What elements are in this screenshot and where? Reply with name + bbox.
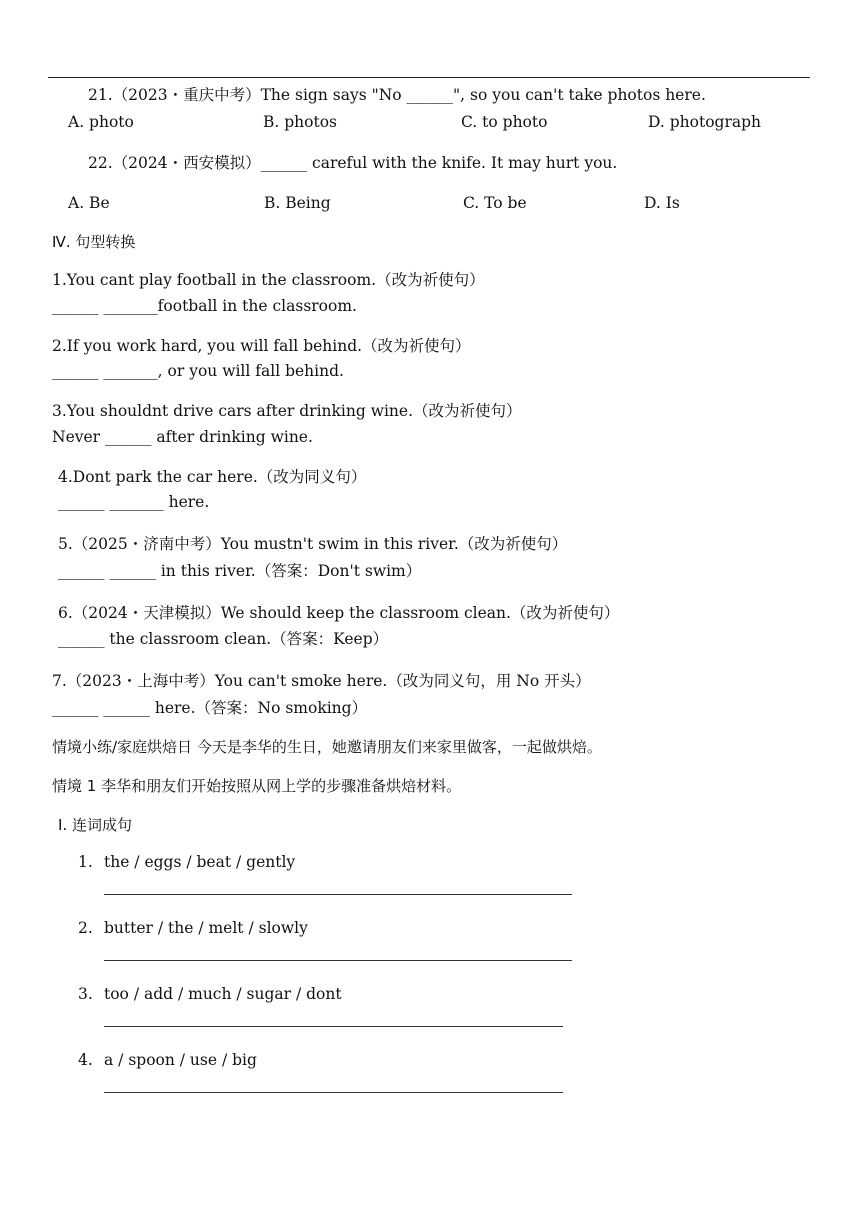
question-22-option-b: B. Being: [264, 194, 331, 212]
transform-7-question: 7.（2023・上海中考）You can't smoke here.（改为同义句，用 No 开头）: [52, 672, 591, 690]
question-22-stem: 22.（2024・西安模拟）______ careful with the knife. It may hurt you.: [88, 154, 618, 172]
transform-5-question: 5.（2025・济南中考）You mustn't swim in this river.（改为祈使句）: [58, 535, 568, 553]
question-22-option-a: A. Be: [68, 194, 110, 212]
word-order-4-number: 4.: [78, 1051, 93, 1069]
transform-4-question: 4.Dont park the car here.（改为同义句）: [58, 468, 367, 486]
transform-6-question: 6.（2024・天津模拟）We should keep the classroom clean.（改为祈使句）: [58, 604, 620, 622]
transform-2-question: 2.If you work hard, you will fall behind.（改为祈使句）: [52, 337, 471, 355]
scenario-context-1: 情境 1 李华和朋友们开始按照从网上学的步骤准备烘焙材料。: [52, 777, 462, 795]
transform-7-answer: ______ ______ here.（答案：No smoking）: [52, 699, 368, 717]
transform-3-question: 3.You shouldnt drive cars after drinking wine.（改为祈使句）: [52, 402, 522, 420]
word-order-4-answer-line[interactable]: [104, 1092, 563, 1093]
word-order-1-words: the / eggs / beat / gently: [104, 853, 296, 871]
transform-2-answer: ______ _______, or you will fall behind.: [52, 362, 344, 380]
transform-6-answer: ______ the classroom clean.（答案：Keep）: [58, 630, 389, 648]
transform-4-answer: ______ _______ here.: [58, 493, 210, 511]
word-order-3-words: too / add / much / sugar / dont: [104, 985, 342, 1003]
question-21-option-b: B. photos: [263, 113, 337, 131]
question-21-option-d: D. photograph: [648, 113, 762, 131]
word-order-4-words: a / spoon / use / big: [104, 1051, 257, 1069]
word-order-3-answer-line[interactable]: [104, 1026, 563, 1027]
question-21-option-c: C. to photo: [461, 113, 548, 131]
word-order-1-number: 1.: [78, 853, 93, 871]
question-21-option-a: A. photo: [68, 113, 134, 131]
transform-1-question: 1.You cant play football in the classroom.（改为祈使句）: [52, 271, 485, 289]
transform-1-answer: ______ _______football in the classroom.: [52, 297, 357, 315]
transform-5-answer: ______ ______ in this river.（答案：Don't swim）: [58, 562, 422, 580]
question-21-stem: 21.（2023・重庆中考）The sign says "No ______", so you can't take photos here.: [88, 86, 706, 104]
word-order-2-answer-line[interactable]: [104, 960, 572, 961]
word-order-3-number: 3.: [78, 985, 93, 1003]
word-order-2-number: 2.: [78, 919, 93, 937]
transform-3-answer: Never ______ after drinking wine.: [52, 428, 313, 446]
part-1-title: Ⅰ. 连词成句: [58, 816, 132, 834]
question-22-option-c: C. To be: [463, 194, 527, 212]
word-order-2-words: butter / the / melt / slowly: [104, 919, 308, 937]
header-rule: [48, 77, 810, 78]
question-22-option-d: D. Is: [644, 194, 680, 212]
section-4-title: Ⅳ. 句型转换: [52, 233, 136, 251]
scenario-intro: 情境小练/家庭烘焙日 今天是李华的生日，她邀请朋友们来家里做客，一起做烘焙。: [52, 738, 602, 756]
word-order-1-answer-line[interactable]: [104, 894, 572, 895]
